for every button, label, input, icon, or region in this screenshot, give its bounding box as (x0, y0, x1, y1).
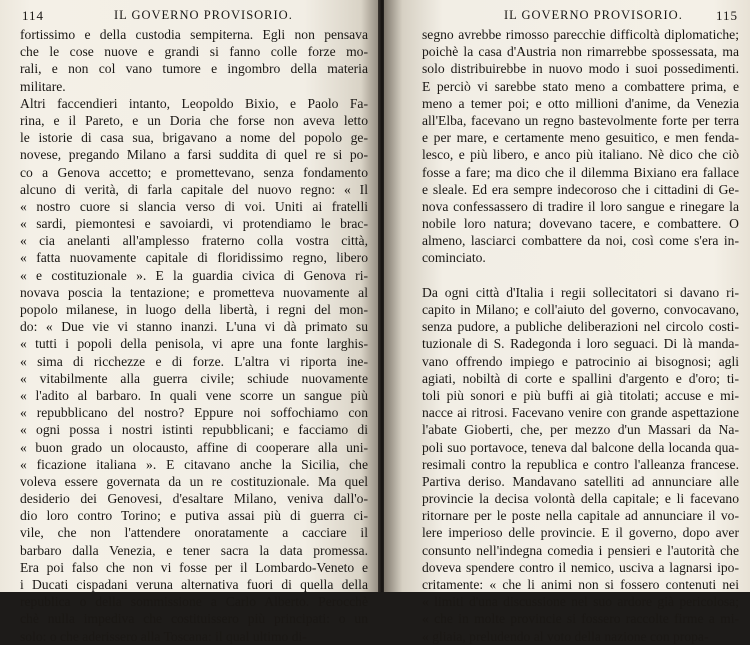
text-line: solo distribuirebbe in nuovo modo i suoi possedimenti. (422, 61, 739, 77)
text-line: consunto nell'indegna comedia i pensieri e l'autorità che (422, 542, 739, 558)
text-line: Era poi falso che non vi fosse per il Lombardo-Veneto e (20, 559, 368, 575)
text-line: barbaro dalla Venezia, e tener sacra la data promessa. (20, 542, 368, 558)
text-line: popolo milanese, in luogo della libertà, i regni del mon- (20, 302, 368, 317)
text-line: « limiti d'una discussione nel suo ardore già pericolosa; (422, 594, 739, 610)
text-line: dio loro contro Torino; e putiva assai più di guerra ci- (20, 508, 368, 524)
right-page-text (422, 26, 739, 645)
text-line: rali, e non col vano tumore e ingombro della materia (20, 61, 368, 77)
text-line: « che in molte provincie si fossero raccolte firme a mi- (422, 611, 739, 627)
text-line: toli più sonori e più buffi ai già titolati; accuse e mi- (422, 387, 739, 403)
text-line: all'Elba, facevano un regno bastevolmente forte per terra (422, 112, 739, 128)
text-line: l'abate Gioberti, che, per mezzo d'un Massari da Na- (422, 422, 739, 438)
text-line: solo: o che aderissero alla Toscana: il qual ultimo di- (20, 628, 307, 644)
text-line: nova confessassero di tradire il loro sangue e rinegare la (422, 198, 739, 214)
text-line: « l'adito al barbaro. In quali vene scorre un sangue più (20, 387, 368, 403)
text-line: novese, pregando Milano a farsi suddita di quel re si po- (20, 147, 368, 163)
text-line: Da ogni città d'Italia i regii sollecitatori si davano ri- (422, 284, 739, 300)
text-line: poichè la casa d'Austria non rimarrebbe spossessata, ma (422, 44, 739, 60)
text-line: « vitabilmente alla guerra civile; schiude nuovamente (20, 370, 368, 386)
text-line: e sleale. Ed era sempre indecoroso che i cittadini di Ge- (422, 181, 739, 197)
text-line: lesco, e più libero, e anco più italiano. Nè dico che ciò (422, 147, 739, 163)
text-line: critamente: « che li animi non si fossero contenuti nei (422, 577, 739, 592)
text-line: nobile loro natura; dovevano tacere, e combattere. O (422, 216, 739, 232)
text-line: do: « Due vie vi stanno inanzi. L'una vi dà primato su (20, 319, 368, 335)
text-line: nacce ai ritrosi. Facevano venire con grande aspettazione (422, 405, 739, 421)
text-line: E perciò vi sarebbe stato meno a combattere prima, e (422, 78, 739, 94)
text-line: resimali contro la republica e contro l'alleanza francese. (422, 456, 739, 472)
text-line: « gliaia, preludendo al voto della nazione con propa- (422, 628, 709, 644)
text-line: voleva essere governata da un re costituzionale. Ma quel (20, 473, 368, 489)
text-line: i Ducati cispadani veruna alternativa fuori di quella della (20, 577, 368, 592)
text-line: « sardi, piemontesi e savoiardi, vi protendiamo le brac- (20, 216, 368, 232)
text-line: co a Genova accetto; e promettevano, senza fondamento (20, 164, 368, 180)
text-line: poli suo portavoce, teneva dal balcone della locanda qua- (422, 439, 739, 455)
left-running-head: IL GOVERNO PROVISORIO. (114, 8, 293, 22)
text-line: « nostro cuore si slancia verso di voi. Uniti ai fratelli (20, 198, 368, 214)
text-line: tuzionale di S. Radegonda i loro seguaci. Di là manda- (422, 336, 739, 352)
text-line: provincie la decisa volontà della capitale; e li facevano (422, 491, 739, 507)
text-line: « repubblicano del nostro? Eppure noi soffochiamo con (20, 405, 368, 421)
text-line: le istorie di casa sua, brigavano a nome del popolo ge- (20, 130, 368, 146)
text-line: « sima di ricchezze e di forze. L'altra vi riporta ine- (20, 353, 368, 369)
text-line: segno avrebbe rimosso parecchie difficoltà diplomatiche; (422, 27, 739, 42)
left-page-header (22, 8, 370, 26)
text-line: ritornare per le poste nella capitale ad annunciare il vo- (422, 508, 739, 524)
text-line: republica o della sommissione a Carlo Alberto. Perocchè (20, 594, 368, 610)
text-line: novava poscia la tentazione; e prometteva nuovamente al (20, 284, 368, 300)
right-page (384, 0, 750, 644)
text-line: cominciato. (422, 250, 486, 266)
right-page-number: 115 (715, 8, 738, 23)
text-line: senza pudore, a publiche deliberazioni nel circolo costi- (422, 319, 739, 335)
text-line: « cia anelanti all'amplesso fraterno colla vostra città, (20, 233, 368, 249)
text-line: « e costituzionale ». E la guardia civica di Genova ri- (20, 267, 368, 283)
text-line: vano offrendo impiego e patrocinio ai bisognosi; agli (422, 353, 739, 369)
left-page-number: 114 (22, 8, 45, 23)
text-line: rina, e il Pareto, e un Doria che forse non aveva letto (20, 112, 368, 128)
text-line: « ogni possa i nostri istinti repubblicani; e facciamo di (20, 422, 368, 438)
right-running-head: IL GOVERNO PROVISORIO. (504, 8, 683, 22)
paragraph-gap (422, 267, 739, 284)
right-page-header (422, 8, 738, 26)
text-line: doveva spendere contro il nemico, usciva a lagnarsi ipo- (422, 559, 739, 575)
text-line: militare. (20, 78, 66, 94)
text-line: agiati, nobiltà di corte e spallini d'argento e d'oro; ti- (422, 370, 739, 386)
text-line: « ficazione italiana ». E citavano anche la Sicilia, che (20, 456, 368, 472)
left-page-text (20, 26, 368, 645)
text-line: chè nulla impediva che costituissero più principati: o un (20, 611, 368, 627)
text-line: fortissimo e della custodia sempiterna. Egli non pensava (20, 27, 368, 42)
text-line: « buon grado un olocausto, affine di cooperare alla uni- (20, 439, 368, 455)
text-line: Altri faccendieri intanto, Leopoldo Bixio, e Paolo Fa- (20, 95, 368, 111)
text-line: meno a temer poi; e otto millioni d'anime, da Venezia (422, 95, 739, 111)
text-line: e per mare, e certamente meno gesuitico, e men fenda- (422, 130, 739, 146)
text-line: alcuno di verità, di farla capitale del nuovo regno: « Il (20, 181, 368, 197)
text-line: desiderio dei Genovesi, d'esaltare Milano, veniva dall'o- (20, 491, 368, 507)
text-line: « fatta nuovamente capitale di floridissimo regno, libero (20, 250, 368, 266)
text-line: lere imperioso delle provincie. E il governo, dopo aver (422, 525, 739, 541)
text-line: Partiva deriso. Mandavano satelliti ad annunciare alle (422, 473, 739, 489)
text-line: « tutti i popoli della penisola, vi apre una fonte larghis- (20, 336, 368, 352)
text-line: capito in Milano; e coll'aiuto del governo, convocavano, (422, 302, 739, 317)
text-line: vile, che non l'attendere onoratamente a cacciare il (20, 525, 368, 541)
text-line: fosse a fare; ma dico che il dilemma Bixiano era fallace (422, 164, 739, 180)
text-line: che le cose nuove e grandi si fanno colle forze mo- (20, 44, 368, 60)
text-line: almeno, lasciarci combattere da noi, così come s'era in- (422, 233, 739, 249)
